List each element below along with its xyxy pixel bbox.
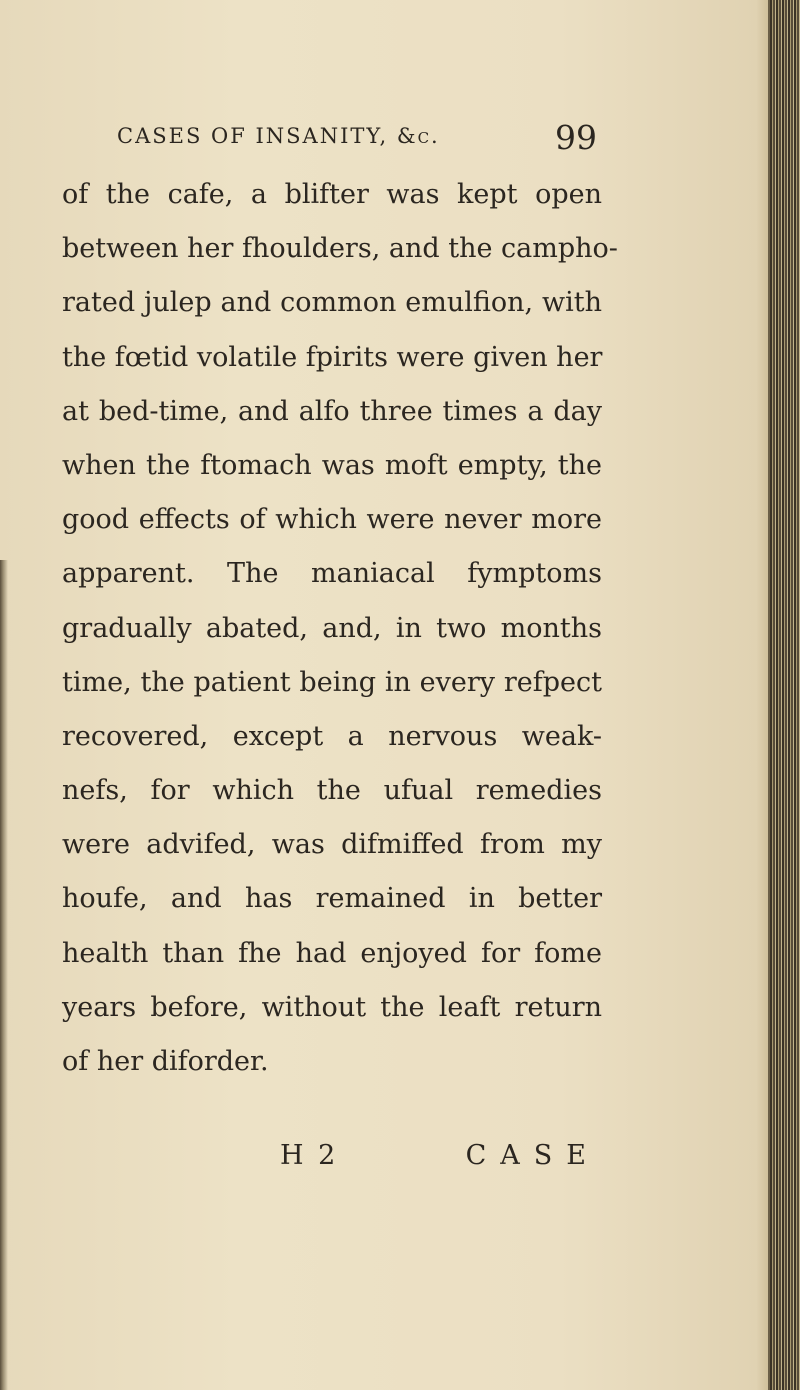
text-line: gradually abated, and, in two months (62, 612, 602, 644)
text-line: recovered, except a nervous weak- (62, 720, 602, 752)
page-footer (280, 1140, 600, 1190)
book-spine (768, 0, 800, 1390)
page-header (117, 118, 597, 158)
text-line: good effects of which were never more (62, 504, 602, 536)
text-line: the fœtid volatile fpirits were given her (62, 341, 603, 373)
text-line: rated julep and common emulfion, with (62, 287, 602, 319)
page-edge-shadow (0, 560, 8, 1390)
page-number: 99 (555, 118, 597, 157)
text-line: nefs, for which the ufual remedies (62, 775, 602, 807)
text-line: years before, without the leaft return (62, 991, 602, 1023)
text-line: houfe, and has remained in better (62, 883, 602, 915)
text-line: apparent. The maniacal fymptoms (62, 558, 602, 590)
text-line: at bed-time, and alfo three times a day (62, 395, 602, 427)
signature-mark: H 2 (280, 1140, 339, 1171)
text-line: time, the patient being in every refpect (62, 666, 602, 698)
text-line: of the cafe, a blifter was kept open (62, 179, 602, 210)
text-line: between her fhoulders, and the campho- (62, 233, 618, 265)
text-line: were advifed, was difmiffed from my (62, 829, 602, 861)
body-text (62, 168, 618, 1089)
text-line: health than fhe had enjoyed for fome (62, 937, 602, 969)
catchword: CASE (465, 1140, 600, 1171)
running-head: CASES OF INSANITY, &c. (117, 124, 440, 148)
text-line: when the ftomach was moft empty, the (62, 449, 602, 481)
text-line: of her diforder. (62, 1046, 269, 1077)
